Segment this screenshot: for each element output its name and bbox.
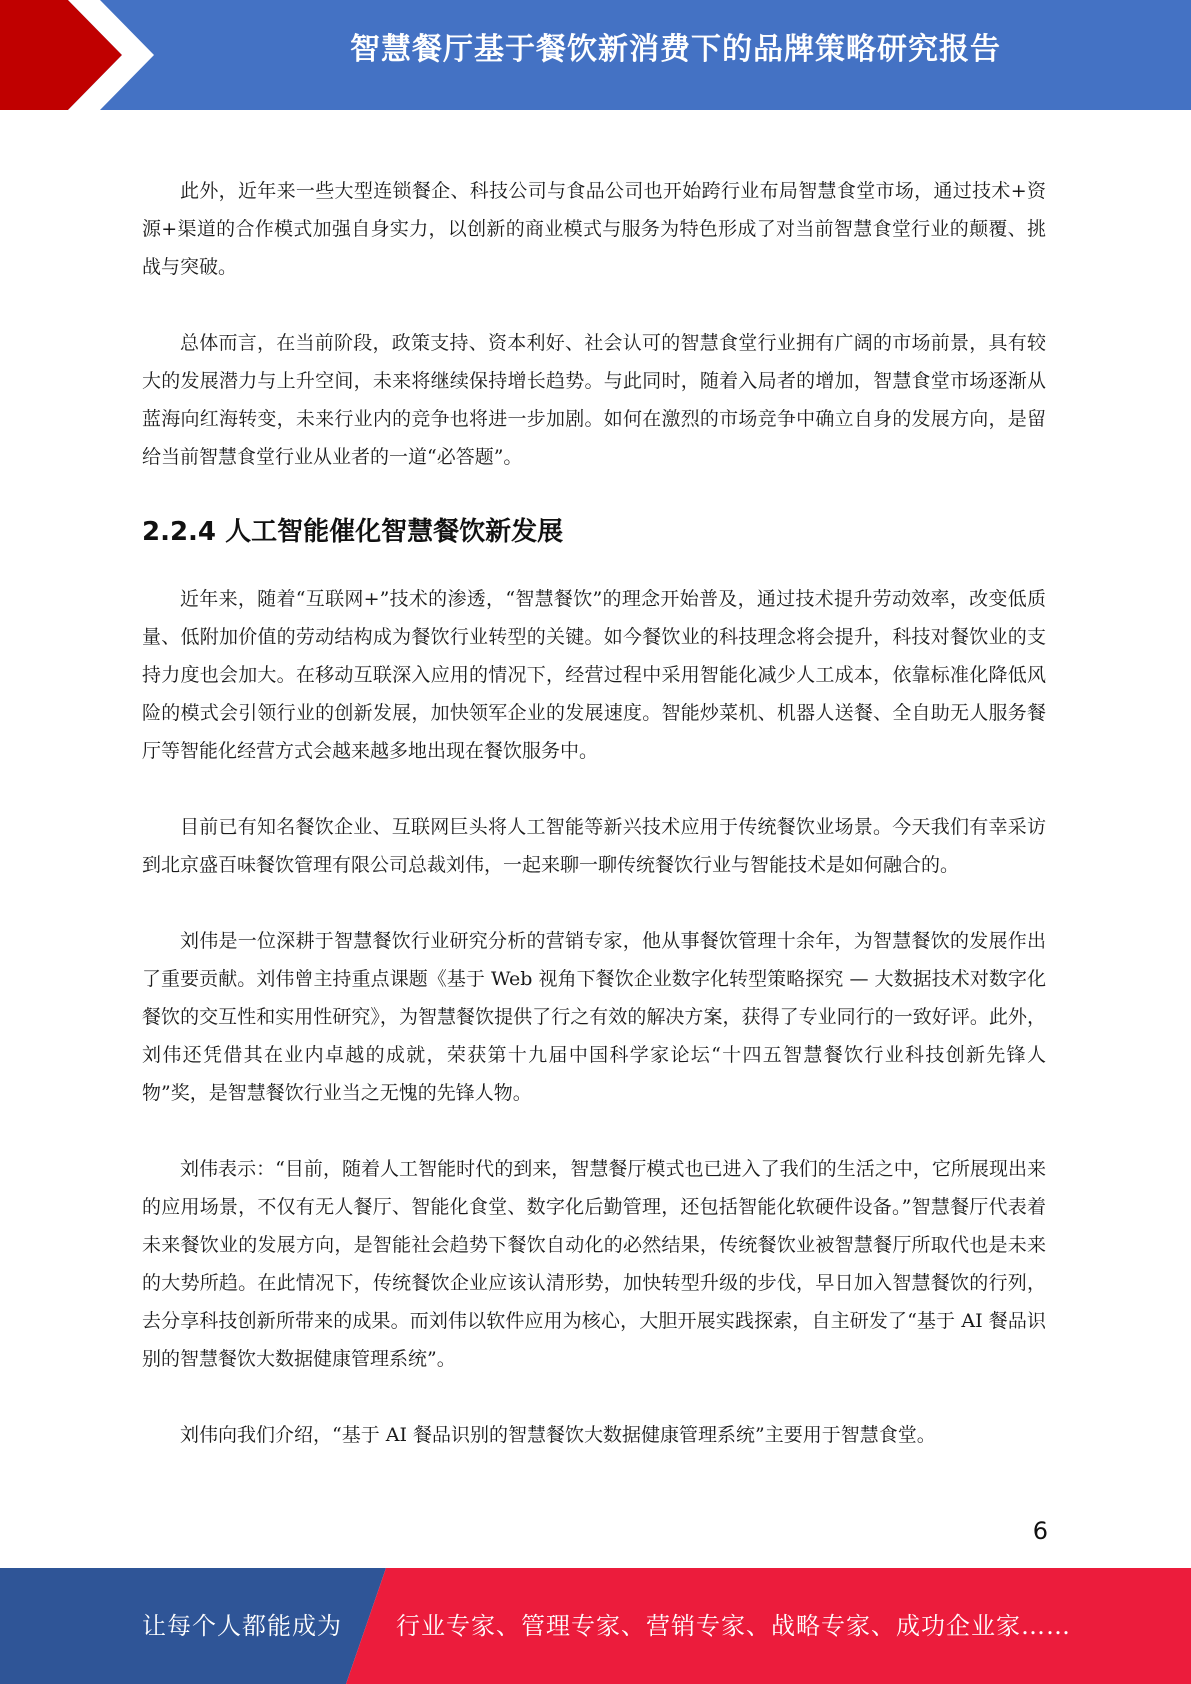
body-paragraph: 总体而言，在当前阶段，政策支持、资本利好、社会认可的智慧食堂行业拥有广阔的市场前景，具有较大的发展潜力与上升空间，未来将继续保持增长趋势。与此同时，随着入局者的增加，智慧食堂市场逐渐从蓝海向红海转变，未来行业内的竞争也将进一步加剧。如何在激烈的市场竞争中确立自身的发展方向，是留给当前智慧食堂行业从业者的一道“必答题”。 <box>142 332 1046 468</box>
section-heading: 2.2.4 人工智能催化智慧餐饮新发展 <box>142 517 564 547</box>
page-header <box>0 0 1191 110</box>
document-body <box>142 172 1046 1492</box>
body-paragraph: 近年来，随着“互联网+”技术的渗透，“智慧餐饮”的理念开始普及，通过技术提升劳动效率，改变低质量、低附加价值的劳动结构成为餐饮行业转型的关键。如今餐饮业的科技理念将会提升，科技对餐饮业的支持力度也会加大。在移动互联深入应用的情况下，经营过程中采用智能化减少人工成本，依靠标准化降低风险的模式会引领行业的创新发展，加快领军企业的发展速度。智能炒菜机、机器人送餐、全自助无人服务餐厅等智能化经营方式会越来越多地出现在餐饮服务中。 <box>142 588 1046 762</box>
page-number: 6 <box>1032 1517 1048 1545</box>
header-title: 智慧餐厅基于餐饮新消费下的品牌策略研究报告 <box>350 32 1001 67</box>
body-paragraph: 刘伟是一位深耕于智慧餐饮行业研究分析的营销专家，他从事餐饮管理十余年，为智慧餐饮的发展作出了重要贡献。刘伟曾主持重点课题《基于 Web 视角下餐饮企业数字化转型策略探究 — 大数据技术对数字化餐饮的交互性和实用性研究》，为智慧餐饮提供了行之有效的解决方案，获得了专业同行的一致好评。此外，刘伟还凭借其在业内卓越的成就，荣获第十九届中国科学家论坛“十四五智慧餐饮行业科技创新先锋人物”奖，是智慧餐饮行业当之无愧的先锋人物。 <box>142 930 1046 1104</box>
body-paragraph: 目前已有知名餐饮企业、互联网巨头将人工智能等新兴技术应用于传统餐饮业场景。今天我们有幸采访到北京盛百味餐饮管理有限公司总裁刘伟，一起来聊一聊传统餐饮行业与智能技术是如何融合的。 <box>142 816 1046 876</box>
body-paragraph: 刘伟表示：“目前，随着人工智能时代的到来，智慧餐厅模式也已进入了我们的生活之中，它所展现出来的应用场景，不仅有无人餐厅、智能化食堂、数字化后勤管理，还包括智能化软硬件设备。”智慧餐厅代表着未来餐饮业的发展方向，是智能社会趋势下餐饮自动化的必然结果，传统餐饮业被智慧餐厅所取代也是未来的大势所趋。在此情况下，传统餐饮企业应该认清形势，加快转型升级的步伐，早日加入智慧餐饮的行列，去分享科技创新所带来的成果。而刘伟以软件应用为核心，大胆开展实践探索，自主研发了“基于 AI 餐品识别的智慧餐饮大数据健康管理系统”。 <box>142 1158 1046 1370</box>
footer-slogan-right: 行业专家、管理专家、营销专家、战略专家、成功企业家…… <box>396 1612 1071 1640</box>
body-paragraph: 此外，近年来一些大型连锁餐企、科技公司与食品公司也开始跨行业布局智慧食堂市场，通过技术+资源+渠道的合作模式加强自身实力，以创新的商业模式与服务为特色形成了对当前智慧食堂行业的颠覆、挑战与突破。 <box>142 180 1046 278</box>
body-paragraph: 刘伟向我们介绍，“基于 AI 餐品识别的智慧餐饮大数据健康管理系统”主要用于智慧食堂。 <box>180 1424 936 1446</box>
header-chevron-decoration <box>0 0 160 110</box>
footer-slogan-left: 让每个人都能成为 <box>142 1612 342 1640</box>
page-footer <box>0 1568 1191 1684</box>
